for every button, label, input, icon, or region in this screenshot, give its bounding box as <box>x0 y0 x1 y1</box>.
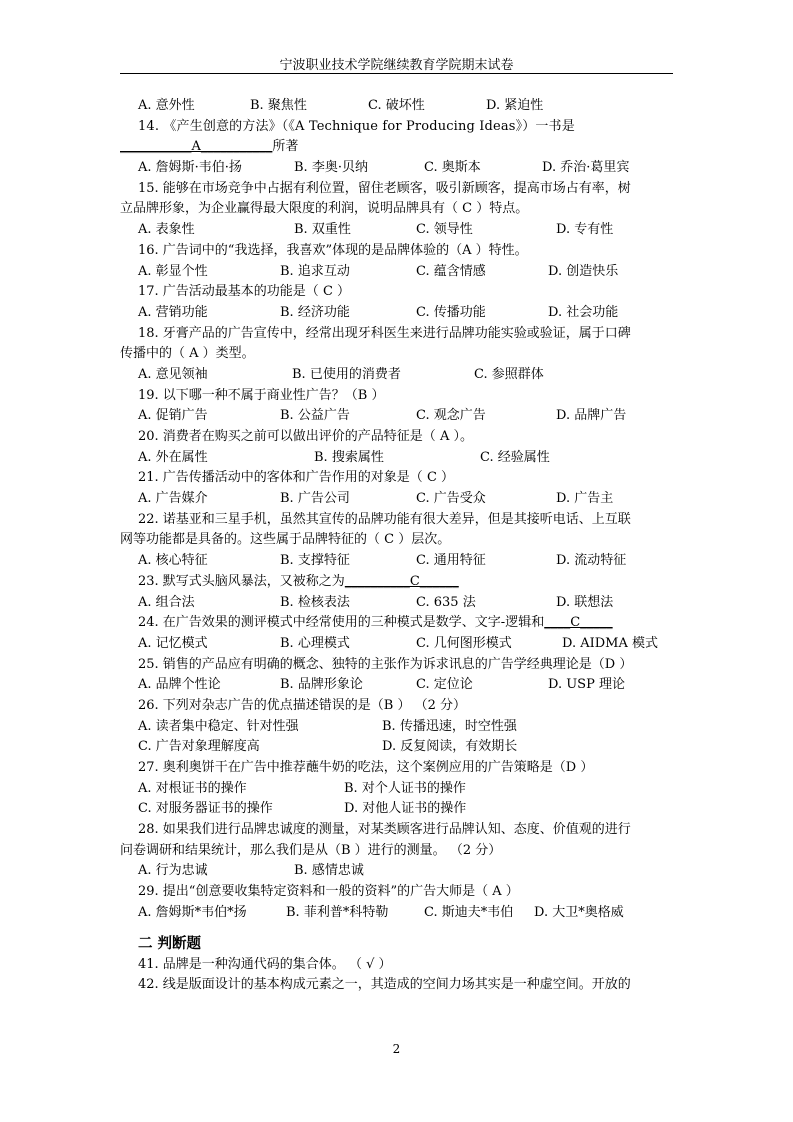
options-19 <box>120 406 673 427</box>
page-number: 2 <box>392 1042 401 1056</box>
options-22 <box>120 551 673 572</box>
option-c: C. 斯迪夫*韦伯 <box>424 904 514 920</box>
option-c: C. 奥斯本 <box>424 160 481 176</box>
question-text: 所著 <box>272 139 299 155</box>
question-26: 26. 下列对杂志广告的优点描述错误的是（B ） （2 分） <box>138 697 467 713</box>
option-c: C. 参照群体 <box>474 366 544 382</box>
option-a: A. 对根证书的操作 <box>138 780 247 796</box>
option-c: C. 蕴含情感 <box>416 263 486 279</box>
option-a: A. 詹姆斯*韦伯*扬 <box>138 904 247 920</box>
option-d: D. 乔治·葛里宾 <box>542 160 630 176</box>
answer-blank: __________C______ <box>344 573 459 589</box>
option-c: C. 破坏性 <box>368 98 425 113</box>
option-d: D. 流动特征 <box>556 553 627 569</box>
options-26b <box>120 737 673 758</box>
options-14 <box>120 158 673 179</box>
option-b: B. 追求互动 <box>280 263 350 279</box>
header-rule <box>120 73 673 74</box>
options-24 <box>120 634 673 655</box>
option-c: C. 经验属性 <box>480 449 550 465</box>
option-b: B. 已使用的消费者 <box>292 366 401 382</box>
question-18: 18. 牙膏产品的广告宣传中，经常出现牙科医生来进行品牌功能实验或验证，属于口碑 <box>138 325 631 341</box>
question-15-cont: 立品牌形象，为企业赢得最大限度的利润，说明品牌具有（ C ）特点。 <box>120 201 529 217</box>
question-text: 24. 在广告效果的测评模式中经常使用的三种模式是数学、文字-逻辑和 <box>138 615 545 631</box>
question-22-cont: 网等功能都是具备的。这些属于品牌特征的（ C ）层次。 <box>120 532 451 548</box>
option-a: A. 广告媒介 <box>138 491 208 507</box>
question-22: 22. 诺基亚和三星手机，虽然其宣传的品牌功能有很大差异，但是其接听电话、上互联 <box>138 511 631 527</box>
option-d: D. 专有性 <box>556 222 614 238</box>
option-b: B. 搜索属性 <box>314 449 384 465</box>
option-b: B. 心理模式 <box>280 635 350 651</box>
option-b: B. 菲利普*科特勒 <box>286 904 389 920</box>
option-b: B. 李奥·贝纳 <box>294 160 368 176</box>
option-b: B. 广告公司 <box>280 491 350 507</box>
question-28: 28. 如果我们进行品牌忠诚度的测量，对某类顾客进行品牌认知、态度、价值观的进行 <box>138 822 631 838</box>
option-b: B. 对个人证书的操作 <box>344 780 466 796</box>
options-29 <box>120 903 673 924</box>
options-27b <box>120 799 673 820</box>
question-18-cont: 传播中的（ A ）类型。 <box>120 346 255 362</box>
option-d: D. 广告主 <box>556 491 614 507</box>
options-15 <box>120 220 673 241</box>
option-d: D. 紧迫性 <box>486 98 544 113</box>
options-21 <box>120 489 673 510</box>
options-23 <box>120 593 673 614</box>
option-c: C. 635 法 <box>416 594 476 610</box>
option-b: B. 经济功能 <box>280 304 350 320</box>
option-a: A. 读者集中稳定、针对性强 <box>138 718 299 734</box>
question-21: 21. 广告传播活动中的客体和广告作用的对象是（ C ） <box>138 470 455 486</box>
option-c: C. 广告对象理解度高 <box>138 739 260 755</box>
question-14-cont <box>120 137 673 158</box>
page-header: 宁波职业技术学院继续教育学院期末试卷 <box>279 58 514 73</box>
option-a: A. 彰显个性 <box>138 263 208 279</box>
option-a: A. 意见领袖 <box>138 366 208 382</box>
option-a: A. 外在属性 <box>138 449 208 465</box>
option-b: B. 检核表法 <box>280 594 350 610</box>
question-text: 23. 默写式头脑风暴法，又被称之为 <box>138 573 345 589</box>
question-14: 14. 《产生创意的方法》（《A Technique for Producing Ideas》）一书是 <box>138 118 575 134</box>
question-24 <box>120 613 673 634</box>
options-17 <box>120 303 673 324</box>
option-b: B. 双重性 <box>294 222 351 238</box>
option-d: D. 大卫*奥格威 <box>534 904 624 920</box>
option-a: A. 促销广告 <box>138 408 208 424</box>
option-a: A. 核心特征 <box>138 553 208 569</box>
options-18 <box>120 365 673 386</box>
option-c: C. 对服务器证书的操作 <box>138 801 273 817</box>
option-a: A. 营销功能 <box>138 304 208 320</box>
question-29: 29. 提出“创意要收集特定资料和一般的资料”的广告大师是（ A ） <box>138 884 519 900</box>
option-b: B. 公益广告 <box>280 408 350 424</box>
options-16 <box>120 262 673 283</box>
option-a: A. 詹姆斯·韦伯·扬 <box>138 160 242 176</box>
option-b: B. 传播迅速，时空性强 <box>382 718 517 734</box>
options-26a <box>120 717 673 738</box>
option-d: D. AIDMA 模式 <box>562 635 659 651</box>
option-a: A. 意外性 <box>138 98 195 113</box>
question-27: 27. 奥利奥饼干在广告中推荐蘸牛奶的吃法，这个案例应用的广告策略是（D ） <box>138 760 594 775</box>
question-23 <box>120 572 673 593</box>
option-d: D. 对他人证书的操作 <box>344 801 467 817</box>
question-41: 41. 品牌是一种沟通代码的集合体。 （ √ ） <box>138 956 392 972</box>
option-a: A. 行为忠诚 <box>138 863 208 879</box>
option-b: B. 聚焦性 <box>250 98 307 113</box>
question-25: 25. 销售的产品应有明确的概念、独特的主张作为诉求讯息的广告学经典理论是（D ） <box>138 656 633 672</box>
question-15: 15. 能够在市场竞争中占据有利位置，留住老顾客，吸引新顾客，提高市场占有率，树 <box>138 180 631 196</box>
option-d: D. 联想法 <box>556 594 614 610</box>
option-c: C. 观念广告 <box>416 408 486 424</box>
options-27a <box>120 779 673 800</box>
exam-content <box>120 96 673 996</box>
option-c: C. 领导性 <box>416 222 473 238</box>
options-28 <box>120 861 673 882</box>
question-28-cont: 问卷调研和结果统计，那么我们是从（B ）进行的测量。 （2 分） <box>120 842 502 858</box>
option-a: A. 表象性 <box>138 222 195 238</box>
option-c: C. 定位论 <box>416 677 473 693</box>
options-20 <box>120 448 673 469</box>
answer-blank: ___________A___________ <box>120 139 273 155</box>
answer-blank: ____C_____ <box>544 615 613 631</box>
option-b: B. 支撑特征 <box>280 553 350 569</box>
option-a: A. 组合法 <box>138 594 195 610</box>
question-16: 16. 广告词中的“我选择，我喜欢”体现的是品牌体验的（A ）特性。 <box>138 242 528 258</box>
option-c: C. 广告受众 <box>416 491 486 507</box>
question-20: 20. 消费者在购买之前可以做出评价的产品特征是（ A ）。 <box>138 429 473 444</box>
option-d: D. 反复阅读，有效期长 <box>382 739 518 755</box>
option-c: C. 通用特征 <box>416 553 486 569</box>
option-d: D. 创造快乐 <box>548 263 619 279</box>
option-d: D. 品牌广告 <box>556 408 627 424</box>
option-c: C. 传播功能 <box>416 304 486 320</box>
option-c: C. 几何图形模式 <box>416 635 512 651</box>
option-d: D. 社会功能 <box>548 304 619 320</box>
option-d: D. USP 理论 <box>548 677 625 693</box>
options-13 <box>120 96 673 117</box>
option-b: B. 感情忠诚 <box>294 863 364 879</box>
question-19: 19. 以下哪一种不属于商业性广告？（B ） <box>138 387 385 403</box>
option-b: B. 品牌形象论 <box>280 677 363 693</box>
option-a: A. 记忆模式 <box>138 635 208 651</box>
question-17: 17. 广告活动最基本的功能是（ C ） <box>138 284 351 300</box>
section-heading: 二 判断题 <box>138 935 202 952</box>
option-a: A. 品牌个性论 <box>138 677 221 693</box>
question-42: 42. 线是版面设计的基本构成元素之一，其造成的空间力场其实是一种虚空间。开放的 <box>138 977 631 993</box>
options-25 <box>120 675 673 696</box>
